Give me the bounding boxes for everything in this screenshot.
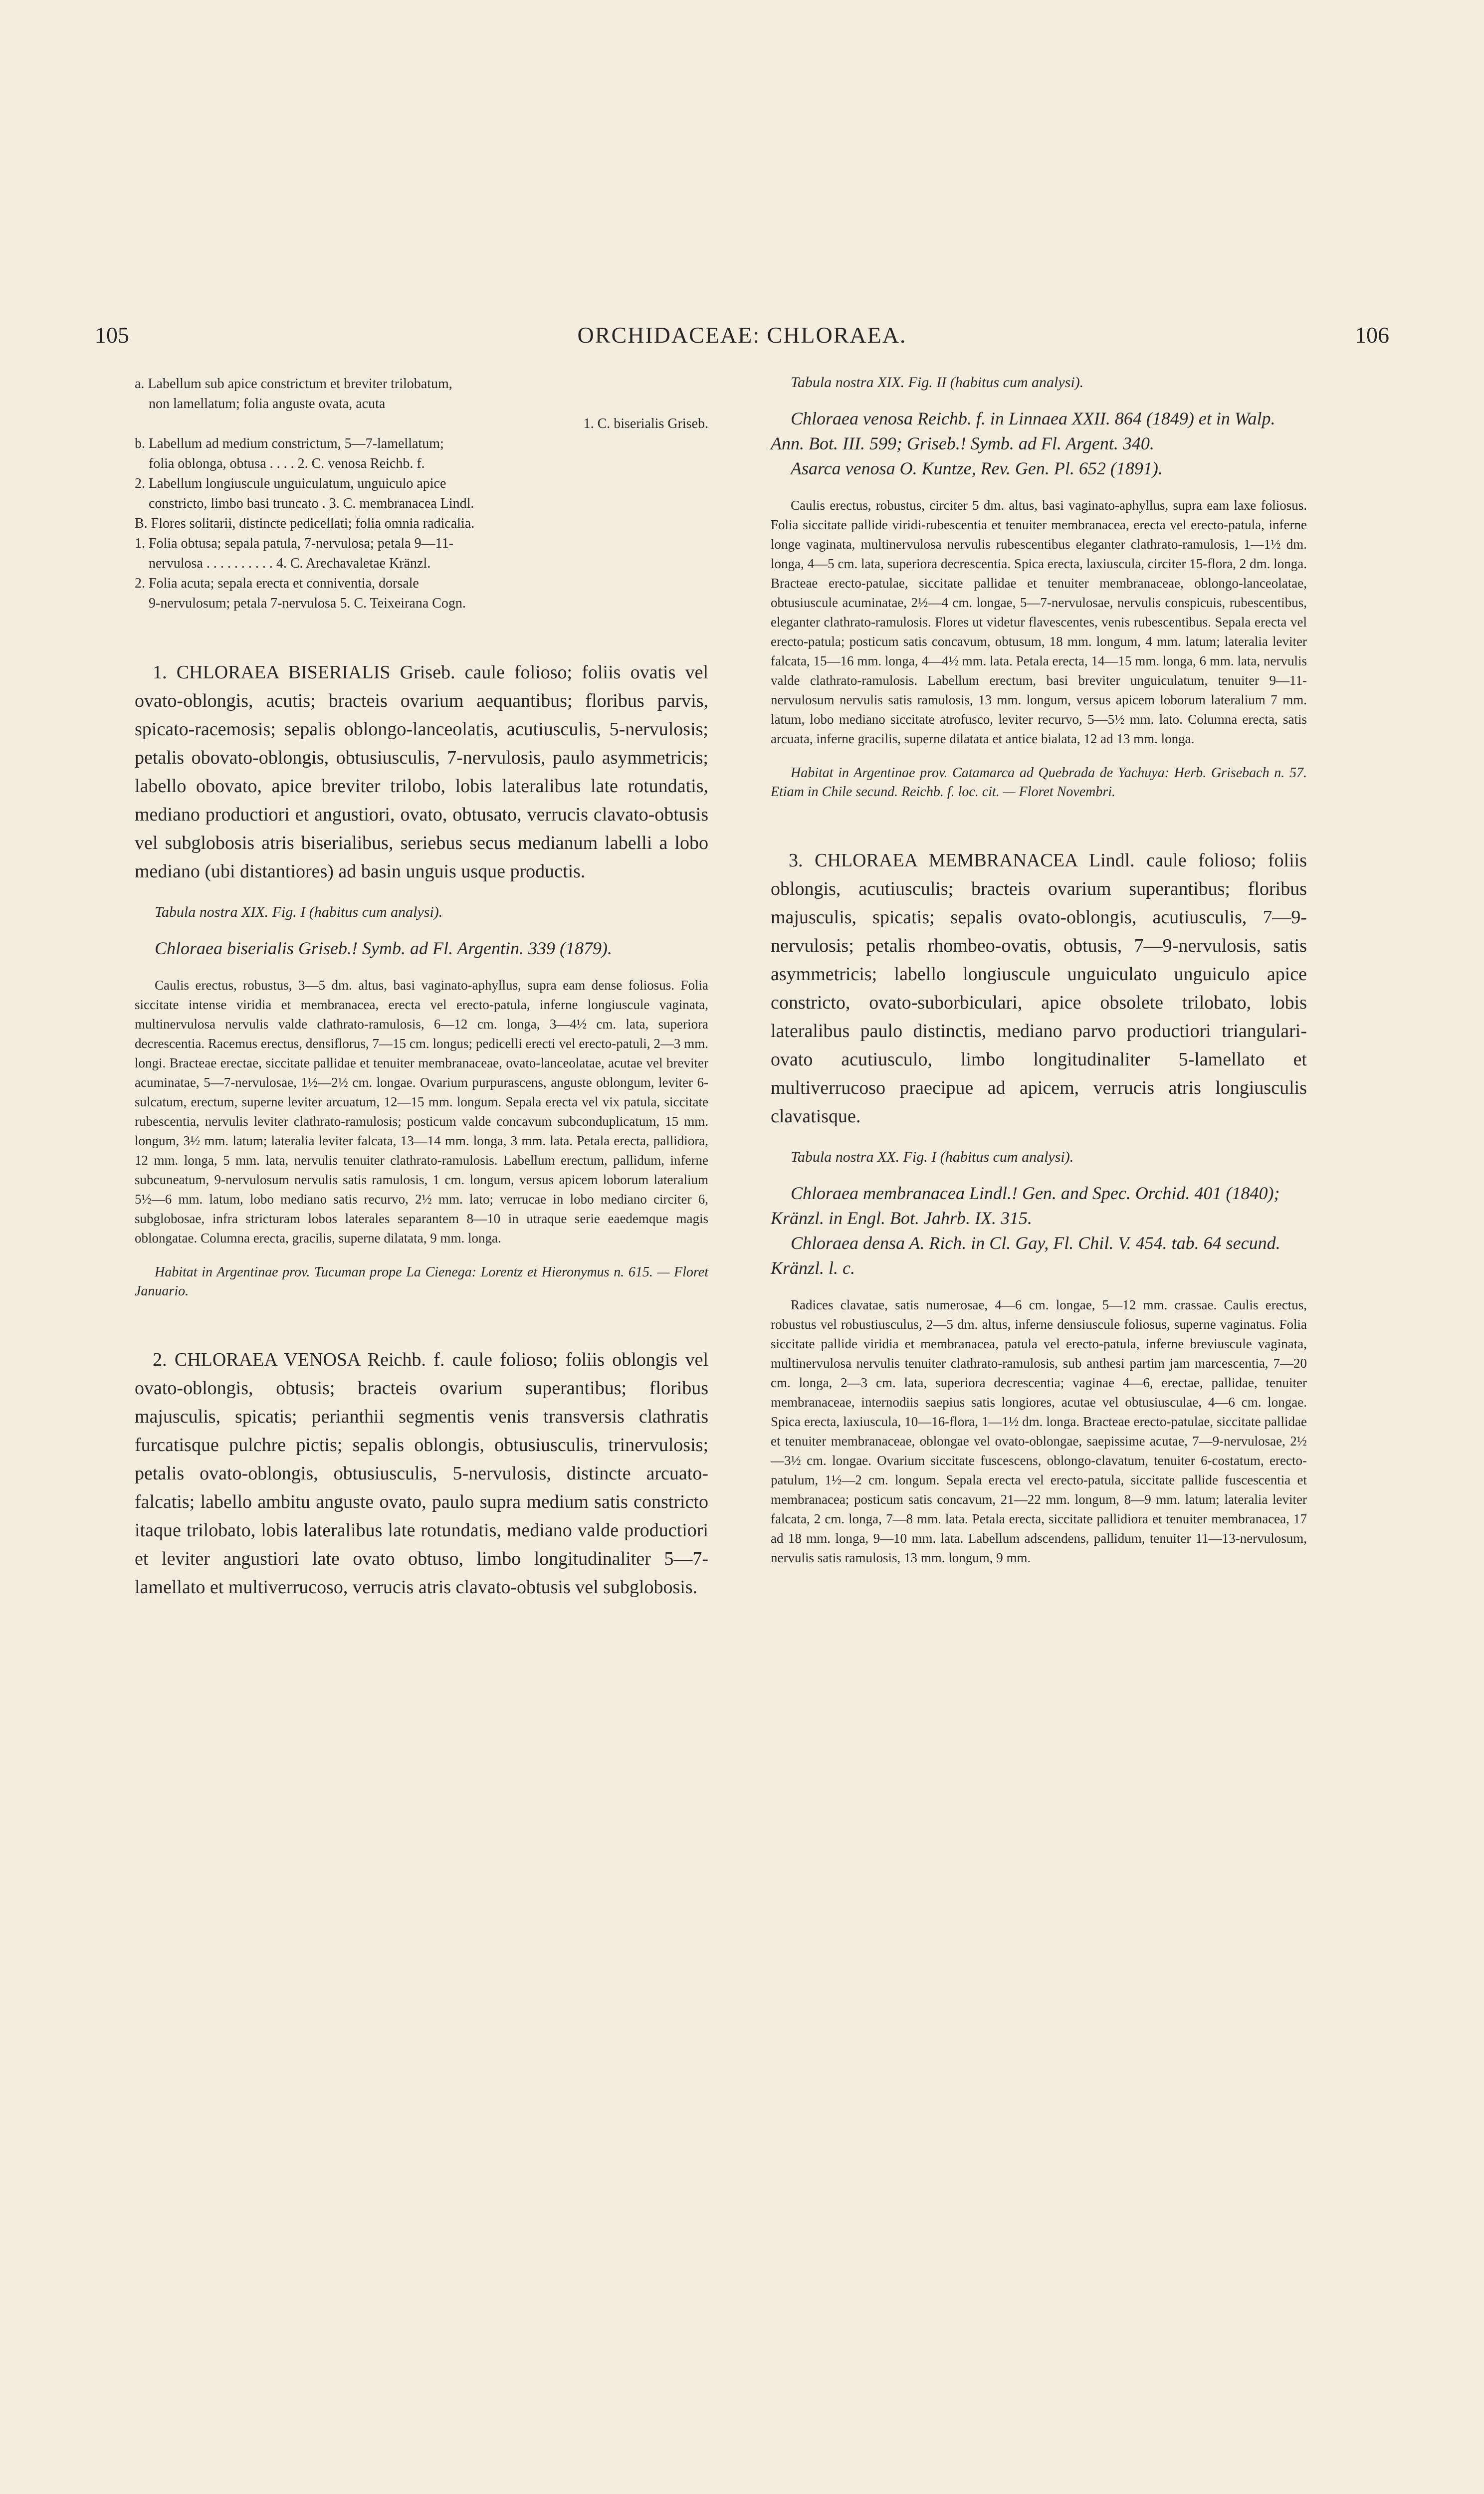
key-line: 1. C. biserialis Griseb. bbox=[583, 416, 708, 431]
running-title: ORCHIDACEAE: CHLORAEA. bbox=[577, 322, 907, 348]
species-2-synonym-1: Chloraea venosa Reichb. f. in Linnaea XXII. 864 (1849) et in Walp. Ann. Bot. III. 599; Griseb.! Symb. ad Fl. Argent. 340. bbox=[771, 409, 1275, 453]
left-column bbox=[135, 374, 708, 1602]
species-3-synonym-2: Chloraea densa A. Rich. in Cl. Gay, Fl. Chil. V. 454. tab. 64 secund. Kränzl. l. c. bbox=[771, 1233, 1280, 1278]
species-2-synonym-2: Asarca venosa O. Kuntze, Rev. Gen. Pl. 652 (1891). bbox=[791, 458, 1163, 478]
species-1-description: Caulis erectus, robustus, 3—5 dm. altus, basi vaginato-aphyllus, supra eam dense foliosus. Folia siccitate intense viridia et membranacea, erecta vel erecto-patula, inferne longiuscule vaginata, multinervulosa nervulis valde clathrato-ramulosis, 6—12 cm. longa, 3—4½ cm. lata, superiora decrescentia. Racemus erectus, densiflorus, 7—15 cm. longus; pedicelli erecti vel erecto-patuli, 2—3 mm. longi. Bracteae erectae, siccitate pallidae et tenuiter membranaceae, ovato-lanceolatae, acutae vel breviter acuminatae, 5—7-nervulosae, 1½—2½ cm. longae. Ovarium purpurascens, anguste oblongum, leviter 6-sulcatum, erectum, superne leviter arcuatum, 12—15 mm. longum. Sepala erecta vel vix patula, siccitate rubescentia, nervulis leviter clathrato-ramulosis; posticum valde concavum subconduplicatum, 15 mm. longum, 3½ mm. latum; lateralia leviter falcata, 13—14 mm. longa, 3 mm. lata. Petala erecta, pallidiora, 12 mm. longa, 5 mm. lata, nervulis tenuiter clathrato-ramulosis. Labellum erectum, pallidum, inferne subcuneatum, 9-nervulosum nervulis satis ramulosis, 1 cm. longum, versus apicem loborum lateralium 5½—6 mm. latum, lobo mediano satis recurvo, 2½ mm. lato; verrucae in lobo mediano circiter 6, subglobosae, infra stricturam lobos laterales separantem 8—10 in utraque serie eaedemque magis oblongatae. Columna erecta, gracilis, superne dilatata, 9 mm. longa. bbox=[135, 978, 708, 1246]
species-1-diagnosis: 1. CHLORAEA BISERIALIS Griseb. caule folioso; foliis ovatis vel ovato-oblongis, acutis; bracteis ovarium aequantibus; floribus parvis, spicato-racemosis; sepalis oblongo-lanceolatis, acutiusculis, 5-nervulosis; petalis obovato-oblongis, obtusiusculis, 7-nervulosis, paulo asymmetricis; labello obovato, apice breviter trilobo, lobis lateralibus late rotundatis, mediano productiori et angustiori, ovato, obtusato, verrucis clavato-obtusis vel subglobosis atris biserialibus, seriebus secus medianum labelli a lobo mediano (ubi distantiores) ad basin unguis usque productis. bbox=[135, 662, 708, 882]
key-line: b. Labellum ad medium constrictum, 5—7-lamellatum; bbox=[135, 436, 444, 451]
species-1-synonym: Chloraea biserialis Griseb.! Symb. ad Fl. Argentin. 339 (1879). bbox=[155, 938, 612, 958]
key-line: nervulosa . . . . . . . . . . 4. C. Arechavaletae Kränzl. bbox=[149, 556, 431, 571]
species-3-synonym-1: Chloraea membranacea Lindl.! Gen. and Spec. Orchid. 401 (1840); Kränzl. in Engl. Bot. Jahrb. IX. 315. bbox=[771, 1183, 1280, 1228]
page-number-left: 105 bbox=[95, 322, 129, 348]
species-3-diagnosis: 3. CHLORAEA MEMBRANACEA Lindl. caule folioso; foliis oblongis, acutiusculis; bracteis ovarium superantibus; floribus majusculis, spicatis; sepalis ovato-oblongis, acutiusculis, 7—9-nervulosis; petalis rhombeo-ovatis, obtusis, 7—9-nervulosis, satis asymmetricis; labello longiuscule unguiculato unguiculo apice constricto, ovato-suborbiculari, apice obsolete trilobato, lobis lateralibus paulo distinctis, mediano parvo productiori triangulari-ovato acutiusculo, limbo longitudinaliter 5-lamellato et multiverrucoso praecipue ad apicem, verrucis atris longiusculis clavatisque. bbox=[771, 850, 1307, 1127]
key-line: B. Flores solitarii, distincte pedicellati; folia omnia radicalia. bbox=[135, 516, 475, 531]
right-column bbox=[771, 374, 1307, 1568]
species-1-habitat: Habitat in Argentinae prov. Tucuman prope La Cienega: Lorentz et Hieronymus n. 615. — Floret Januario. bbox=[135, 1264, 708, 1299]
species-2-description: Caulis erectus, robustus, circiter 5 dm. altus, basi vaginato-aphyllus, supra eam laxe foliosus. Folia siccitate pallide viridi-rubescentia et tenuiter membranacea, erecta vel erecto-patula, inferne longe vaginata, multinervulosa nervulis rubescentibus eleganter clathrato-ramulosis, 1—1½ dm. longa, 4—5 cm. lata, superiora decrescentia. Spica erecta, laxiuscula, circiter 15-flora, 2 dm. longa. Bracteae erecto-patulae, siccitate pallidae et tenuiter membranaceae, oblongo-lanceolatae, obtusiuscule acuminatae, 2½—4 cm. longae, 5—7-nervulosae, nervulis conspicuis, rubescentibus, eleganter clathrato-ramulosis. Flores ut videtur flavescentes, venis rubescentibus. Sepala erecta vel erecto-patula; posticum satis concavum, obtusum, 18 mm. longum, 4 mm. latum; lateralia leviter falcata, 15—16 mm. longa, 4—4½ mm. lata. Petala erecta, 14—15 mm. longa, 6 mm. lata, nervulis valde clathrato-ramulosis. Labellum erectum, basi breviter unguiculatum, tenuiter 9—11-nervulosum nervulis satis ramulosis, 13 mm. longum, versus apicem loborum lateralium 7 mm. latum, lobo mediano siccitate atrofusco, leviter recurvo, 5—5½ mm. lato. Columna erecta, satis arcuata, inferne gracilis, superne dilatata et antice bialata, 12 ad 13 mm. longa. bbox=[771, 498, 1307, 746]
key-line: a. Labellum sub apice constrictum et breviter trilobatum, bbox=[135, 376, 452, 392]
key-line: 2. Folia acuta; sepala erecta et conniventia, dorsale bbox=[135, 576, 419, 591]
key-line: non lamellatum; folia anguste ovata, acuta bbox=[149, 396, 386, 412]
identification-key bbox=[135, 374, 708, 614]
key-line: 2. Labellum longiuscule unguiculatum, unguiculo apice bbox=[135, 476, 446, 491]
key-line: 9-nervulosum; petala 7-nervulosa 5. C. Teixeirana Cogn. bbox=[149, 596, 466, 611]
page-header bbox=[95, 322, 1389, 352]
key-line: folia oblonga, obtusa . . . . 2. C. venosa Reichb. f. bbox=[149, 456, 425, 471]
species-3-description: Radices clavatae, satis numerosae, 4—6 cm. longae, 5—12 mm. crassae. Caulis erectus, robustus vel robustiusculus, 2—5 dm. altus, inferne densiuscule foliosus, superne vaginatus. Folia siccitate pallide viridia et membranacea, patula vel erecto-patula, inferne breviuscule vaginata, multinervulosa nervulis tenuiter clathrato-ramulosis, sub anthesi partim jam marcescentia, 7—20 cm. longa, 2—3 cm. lata, superiora decrescentia; vaginae 4—6, erectae, pallidae, tenuiter membranaceae, internodiis saepius satis longiores, acutae vel obtusiusculae, 4—6 cm. longae. Spica erecta, laxiuscula, 10—16-flora, 1—1½ dm. longa. Bracteae erecto-patulae, siccitate pallidae et tenuiter membranaceae, oblongae vel ovato-oblongae, saepissime acutae, 7—9-nervulosae, 2½—3½ cm. longae. Ovarium siccitate fuscescens, oblongo-clavatum, tenuiter 6-costatum, erecto-patulum, 1½—2 cm. longum. Sepala erecta vel erecto-patula, siccitate pallide fuscescentia et membranacea; posticum satis concavum, 21—22 mm. longum, 8—9 mm. latum; lateralia leviter falcata, 2 cm. longa, 7—8 mm. lata. Petala erecta, siccitate pallidiora et tenuiter membranacea, 17 ad 18 mm. longa, 9—10 mm. lata. Labellum adscendens, pallidum, tenuiter 11—13-nervulosum, nervulis satis ramulosis, 13 mm. longum, 9 mm. bbox=[771, 1297, 1307, 1565]
species-2-diagnosis: 2. CHLORAEA VENOSA Reichb. f. caule folioso; foliis oblongis vel ovato-oblongis, obtusis; bracteis ovarium superantibus; floribus majusculis, spicatis; perianthii segmentis venis transversis clathratis furcatisque pulchre pictis; sepalis oblongis, obtusiusculis, trinervulosis; petalis ovato-oblongis, obtusiusculis, 5-nervulosis, distincte arcuato-falcatis; labello ambitu anguste ovato, paulo supra medium satis constricto itaque trilobato, lobis lateralibus late rotundatis, mediano valde productiori et leviter angustiori late ovato obtuso, limbo longitudinaliter 5—7-lamellato et multiverrucoso, verrucis atris clavato-obtusis vel subglobosis. bbox=[135, 1349, 708, 1598]
page-number-right: 106 bbox=[1355, 322, 1389, 348]
key-line: constricto, limbo basi truncato . 3. C. membranacea Lindl. bbox=[149, 496, 474, 511]
species-3-tabula: Tabula nostra XX. Fig. I (habitus cum analysi). bbox=[791, 1149, 1074, 1165]
species-2-habitat: Habitat in Argentinae prov. Catamarca ad Quebrada de Yachuya: Herb. Grisebach n. 57. Etiam in Chile secund. Reichb. f. loc. cit. — Floret Novembri. bbox=[771, 765, 1307, 800]
key-line: 1. Folia obtusa; sepala patula, 7-nervulosa; petala 9—11- bbox=[135, 536, 453, 551]
species-2-tabula: Tabula nostra XIX. Fig. II (habitus cum analysi). bbox=[791, 374, 1084, 391]
species-1-tabula: Tabula nostra XIX. Fig. I (habitus cum analysi). bbox=[155, 904, 443, 920]
